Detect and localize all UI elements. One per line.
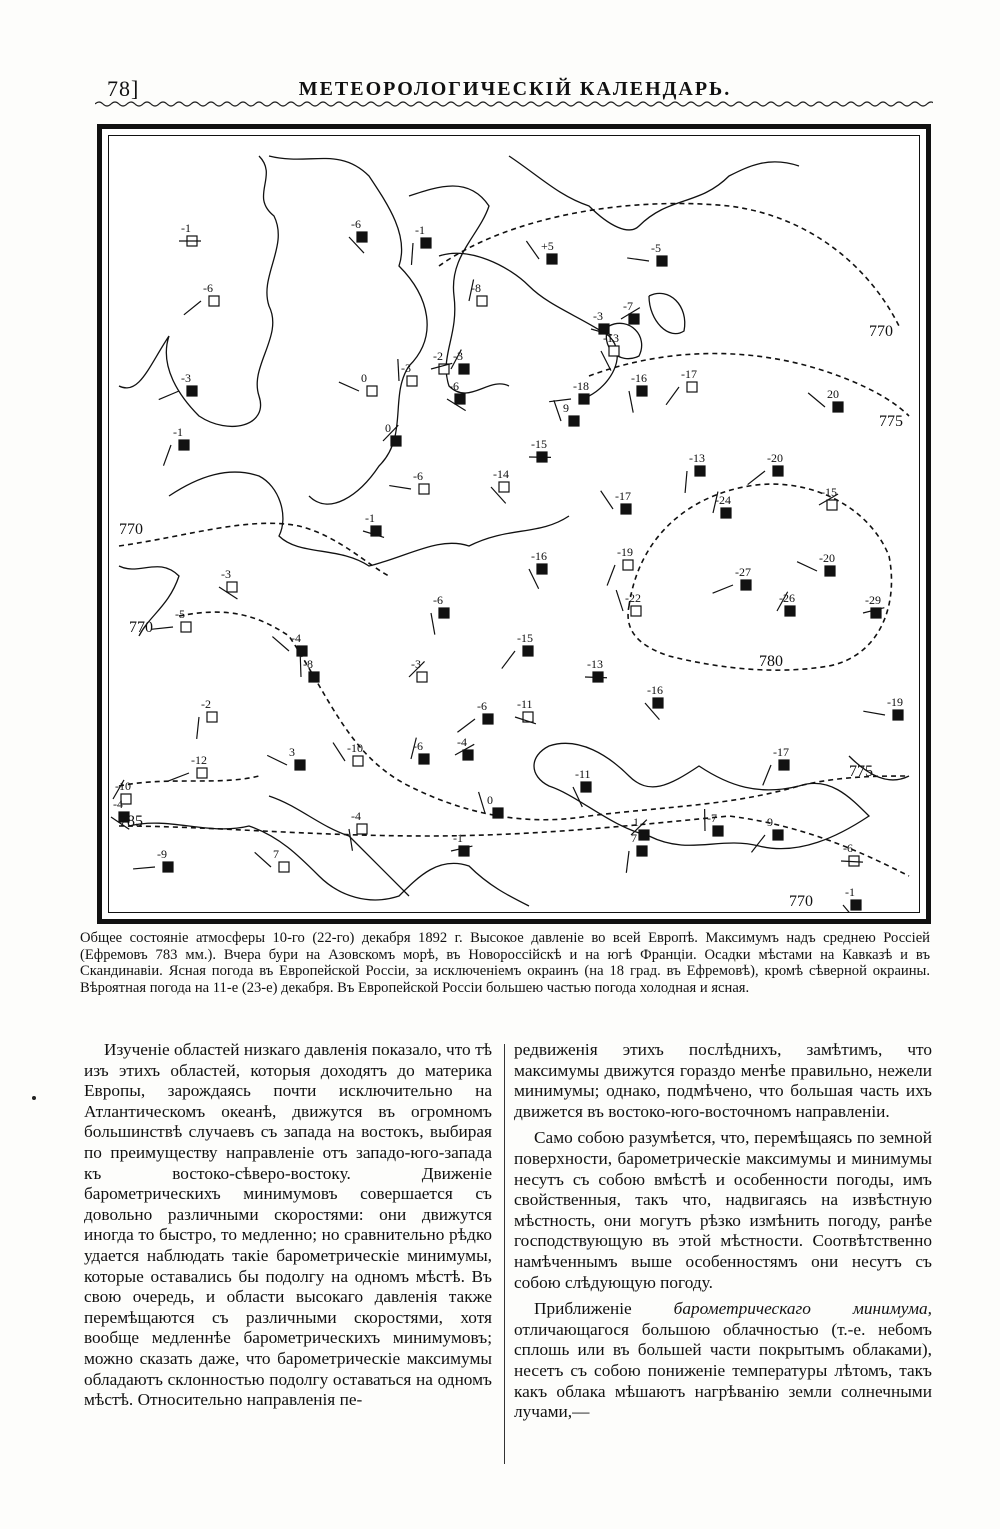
- station-temperature: 9: [563, 401, 569, 415]
- station-square-filled: [523, 646, 533, 656]
- station-temperature: -17: [681, 367, 697, 381]
- station-temperature: -13: [587, 657, 603, 671]
- wind-arrow: [457, 719, 475, 732]
- station-temperature: -26: [779, 591, 795, 605]
- station-square-filled: [579, 394, 589, 404]
- station-square-filled: [639, 830, 649, 840]
- station-square-open: [279, 862, 289, 872]
- station-marker: [411, 223, 431, 265]
- wind-arrow: [479, 792, 485, 813]
- isobar-label-770-w: 770: [119, 521, 143, 538]
- station-temperature: 7: [273, 847, 279, 861]
- station-marker: [616, 590, 641, 616]
- wind-arrow: [808, 393, 825, 407]
- station-marker: [431, 593, 449, 635]
- text-column-right: [514, 1040, 932, 1429]
- station-temperature: -15: [517, 631, 533, 645]
- station-square-open: [207, 712, 217, 722]
- station-marker: [797, 551, 835, 576]
- isobar-label-775-se: 775: [849, 763, 873, 780]
- isobar-label-780: 780: [759, 653, 783, 670]
- isobar-775-se: [119, 776, 259, 786]
- term-barometric-minimum: барометрическаго минимума,: [673, 1299, 932, 1319]
- station-temperature: 7: [631, 831, 637, 845]
- station-square-filled: [455, 394, 465, 404]
- wind-arrow: [159, 391, 179, 400]
- station-temperature: -2: [433, 349, 443, 363]
- station-marker: [601, 489, 631, 514]
- wind-arrow: [626, 851, 629, 873]
- station-marker: [455, 735, 474, 760]
- station-marker: [819, 485, 838, 510]
- isobar-label-785: 785: [119, 813, 143, 830]
- wind-arrow: [267, 755, 287, 765]
- paragraph-weather: Само собою разумѣется, что, перемѣщаясь по земной поверхности, барометрическіе максимумы и минимумы несутъ съ собою вмѣстѣ и особенности погоды, имъ свойственныя, такъ что, надвигаясь на извѣстную мѣстность, они могутъ рѣзко измѣнить погоду, ранѣе господствующую въ этой мѣстности. Соотвѣтственно намѣченнымъ выше особенностямъ они несутъ съ собою слѣдующую погоду.: [514, 1128, 932, 1292]
- station-temperature: -3: [221, 567, 231, 581]
- station-square-filled: [773, 466, 783, 476]
- station-marker: [705, 809, 723, 836]
- station-temperature: -1: [365, 511, 375, 525]
- coastline-scandinavia: [119, 156, 278, 426]
- wind-arrow: [133, 867, 155, 869]
- station-square-open: [181, 622, 191, 632]
- station-square-open: [623, 560, 633, 570]
- station-marker: [713, 565, 751, 593]
- station-marker: [585, 657, 607, 682]
- station-temperature: -3: [411, 657, 421, 671]
- paragraph-lows: Изученіе областей низкаго давленія показало, что тѣ изъ этихъ областей, которыя доходятъ до материка Европы, зарождаясь почти исключительно на Атлантическомъ океанѣ, движутся въ огромномъ большинствѣ случаевъ съ запада на востокъ, выбирая по преимуществу направленіе отъ западо-юго-запада къ востоко-сѣверо-востоку. Движеніе барометрическихъ минимумовъ совершается съ довольно различными скоростями: они движутся иногда то быстро, то медленно; но сравнительно рѣдко удается наблюдать такіе барометрическіе минимумы, которые оставались бы подолгу на одномъ мѣстѣ. Въ свою очередь, и области высокаго давленія также перемѣщаются съ различными скоростями, хотя вообще медленнѣе барометрическихъ минимумовъ; можно сказать даже, что барометрическіе максимумы обладаютъ склонностью подолгу оставаться на одномъ мѣстѣ. Относительно направленія пе-: [84, 1040, 492, 1410]
- wind-arrow: [389, 486, 411, 489]
- station-marker: [197, 697, 217, 739]
- isobar-770-sw: [179, 612, 909, 820]
- station-square-open: [357, 824, 367, 834]
- station-square-filled: [309, 672, 319, 682]
- coastline-scandinavia-east: [269, 156, 427, 504]
- station-temperature: -6: [477, 699, 487, 713]
- station-temperature: -3: [401, 361, 411, 375]
- coastline-lake-2: [649, 293, 685, 333]
- isobar-label-775-ne: 775: [879, 413, 903, 430]
- station-marker: [163, 425, 189, 466]
- station-square-open: [687, 382, 697, 392]
- station-square-open: [227, 582, 237, 592]
- wind-arrow: [797, 562, 817, 571]
- station-marker: [529, 437, 551, 462]
- isobar-780: [628, 484, 891, 670]
- isobar-770-north: [439, 204, 899, 327]
- margin-speck: [32, 1096, 36, 1100]
- station-marker: [777, 591, 795, 616]
- paragraph-minimum: [514, 1299, 932, 1423]
- wind-arrow: [585, 677, 607, 678]
- station-square-open: [367, 386, 377, 396]
- station-temperature: -6: [413, 739, 423, 753]
- station-temperature: -8: [471, 281, 481, 295]
- station-marker: [339, 371, 377, 396]
- station-temperature: -19: [617, 545, 633, 559]
- station-temperature: -8: [303, 657, 313, 671]
- station-marker: [159, 371, 197, 400]
- station-square-filled: [537, 564, 547, 574]
- station-temperature: -19: [887, 695, 903, 709]
- station-square-filled: [419, 754, 429, 764]
- station-marker: [349, 217, 367, 253]
- station-square-open: [827, 500, 837, 510]
- station-temperature: -22: [625, 591, 641, 605]
- station-temperature: 0: [385, 421, 391, 435]
- station-marker: [808, 387, 843, 412]
- station-square-filled: [439, 608, 449, 618]
- station-marker: [529, 549, 547, 589]
- station-square-open: [353, 756, 363, 766]
- station-marker: [451, 831, 472, 856]
- station-marker: [713, 492, 731, 518]
- station-square-filled: [621, 504, 631, 514]
- station-temperature: -17: [773, 745, 789, 759]
- station-temperature: -13: [689, 451, 705, 465]
- station-marker: [841, 841, 863, 866]
- wind-arrow: [163, 445, 171, 466]
- stations-layer: [111, 217, 903, 912]
- station-marker: [573, 767, 591, 807]
- station-temperature: -10: [347, 741, 363, 755]
- wind-arrow: [601, 491, 613, 509]
- station-marker: [763, 745, 789, 785]
- station-marker: [168, 753, 207, 781]
- isobar-770-west: [119, 523, 389, 576]
- station-marker: [411, 738, 429, 764]
- isobar-label-770-sw: 770: [129, 619, 153, 636]
- station-marker: [383, 421, 401, 446]
- station-temperature: -4: [457, 735, 467, 749]
- station-square-open: [419, 484, 429, 494]
- station-temperature: -10: [115, 779, 131, 793]
- wind-arrow: [526, 241, 539, 259]
- page-number: 78]: [107, 76, 140, 101]
- station-square-filled: [391, 436, 401, 446]
- station-temperature: -1: [173, 425, 183, 439]
- station-square-filled: [629, 314, 639, 324]
- station-marker: [398, 359, 417, 386]
- station-temperature: -6: [203, 281, 213, 295]
- station-temperature: -12: [191, 753, 207, 767]
- station-square-filled: [653, 698, 663, 708]
- station-square-filled: [779, 760, 789, 770]
- station-marker: [502, 631, 533, 669]
- station-marker: [751, 815, 783, 852]
- station-square-filled: [179, 440, 189, 450]
- station-temperature: 0: [361, 371, 367, 385]
- text-column-left: [84, 1040, 492, 1417]
- wind-arrow: [713, 585, 733, 593]
- station-marker: [409, 657, 427, 682]
- station-temperature: -5: [651, 241, 661, 255]
- wind-arrow: [197, 717, 199, 739]
- station-marker: [515, 697, 536, 724]
- station-square-filled: [421, 238, 431, 248]
- station-marker: [843, 885, 861, 912]
- wind-arrow: [333, 743, 345, 761]
- station-marker: [491, 467, 509, 503]
- station-temperature: -2: [201, 697, 211, 711]
- weather-map-svg: [109, 136, 919, 912]
- station-temperature: -14: [493, 467, 509, 481]
- station-square-filled: [163, 862, 173, 872]
- station-square-filled: [463, 750, 473, 760]
- station-temperature: +5: [541, 239, 554, 253]
- station-marker: [451, 349, 469, 374]
- station-marker: [151, 607, 191, 632]
- station-temperature: -17: [615, 489, 631, 503]
- map-caption: Общее состояніе атмосферы 10-го (22-го) декабря 1892 г. Высокое давленіе во всей Европѣ. Максимумъ надъ среднею Россіей (Ефремовъ 783 мм.). Вчера бури на Азовскомъ морѣ, въ Новороссійскѣ и на югѣ Франціи. Осадки мѣстами на Кавказѣ и въ Скандинавіи. Ясная погода въ Европейской Россіи, за исключеніемъ окраинъ (на 18 град. въ Ефремовѣ), кромѣ сѣверной окраины. Вѣроятная погода на 11-е (23-е) декабря. Въ Европейской Россіи большею частью погода холодная и ясная.: [80, 930, 930, 996]
- station-square-filled: [569, 416, 579, 426]
- station-temperature: 20: [827, 387, 839, 401]
- station-square-filled: [773, 830, 783, 840]
- station-square-filled: [547, 254, 557, 264]
- station-marker: [389, 469, 429, 494]
- station-marker: [267, 745, 305, 770]
- isobar-label-770-s: 770: [789, 893, 813, 910]
- station-square-filled: [295, 760, 305, 770]
- station-temperature: -1: [845, 885, 855, 899]
- station-marker: [469, 279, 487, 306]
- station-marker: [554, 400, 579, 426]
- station-marker: [666, 367, 697, 405]
- wind-arrow: [184, 301, 201, 315]
- running-title: МЕТЕОРОЛОГИЧЕСКІЙ КАЛЕНДАРЬ.: [298, 78, 732, 100]
- station-square-filled: [657, 256, 667, 266]
- station-marker: [184, 281, 219, 315]
- station-marker: [333, 741, 363, 766]
- station-temperature: -4: [291, 631, 301, 645]
- paragraph-minimum-rest: отличающагося большою облачностью (т.-е. небомъ сплошь или въ большей части покрытымъ облаками), несетъ съ собою пониженіе температуры лѣтомъ, такъ какъ облака мѣшаютъ нагрѣванію земли солнечными лучами,—: [514, 1319, 932, 1422]
- station-temperature: -16: [531, 549, 547, 563]
- station-temperature: -3: [593, 309, 603, 323]
- wind-arrow: [627, 258, 649, 261]
- station-temperature: -11: [575, 767, 591, 781]
- coastline-white-sea: [509, 156, 799, 230]
- station-marker: [431, 349, 452, 374]
- station-temperature: -13: [603, 331, 619, 345]
- station-temperature: 9: [767, 815, 773, 829]
- station-temperature: -20: [767, 451, 783, 465]
- station-temperature: -16: [631, 371, 647, 385]
- station-square-filled: [459, 364, 469, 374]
- coastline-mediterranean: [129, 823, 529, 906]
- station-temperature: -3: [453, 349, 463, 363]
- station-marker: [133, 847, 173, 872]
- station-temperature: 0: [487, 793, 493, 807]
- station-marker: [457, 699, 493, 732]
- station-temperature: -1: [415, 223, 425, 237]
- wind-arrow: [666, 387, 679, 405]
- wind-arrow: [763, 765, 771, 785]
- station-square-open: [197, 768, 207, 778]
- station-marker: [863, 593, 884, 618]
- coastline-black-sea: [534, 743, 869, 848]
- wind-arrow: [300, 655, 301, 677]
- weather-map: [97, 124, 931, 924]
- wind-arrow: [349, 829, 352, 851]
- station-temperature: -16: [647, 683, 663, 697]
- station-temperature: -6: [843, 841, 853, 855]
- station-marker: [607, 545, 633, 586]
- station-square-open: [477, 296, 487, 306]
- station-marker: [300, 655, 319, 682]
- station-marker: [447, 379, 466, 411]
- station-temperature: -11: [517, 697, 533, 711]
- wind-arrow: [554, 400, 561, 421]
- wind-arrow: [685, 471, 687, 493]
- wind-arrow: [629, 391, 633, 413]
- station-temperature: -15: [821, 485, 837, 499]
- station-square-open: [609, 346, 619, 356]
- station-temperature: -15: [531, 437, 547, 451]
- wind-arrow: [255, 852, 271, 867]
- wind-arrow: [431, 613, 435, 635]
- station-temperature: -27: [735, 565, 751, 579]
- station-marker: [272, 631, 307, 656]
- station-marker: [627, 241, 667, 266]
- wind-arrow: [398, 359, 399, 381]
- station-temperature: -3: [181, 371, 191, 385]
- wind-arrow: [339, 382, 359, 391]
- station-square-filled: [581, 782, 591, 792]
- station-square-filled: [187, 386, 197, 396]
- station-temperature: -9: [157, 847, 167, 861]
- station-square-open: [417, 672, 427, 682]
- station-marker: [748, 451, 783, 485]
- station-temperature: -7: [707, 811, 717, 825]
- station-square-filled: [637, 386, 647, 396]
- column-divider: [504, 1044, 505, 1464]
- station-temperature: -7: [623, 299, 633, 313]
- station-square-open: [209, 296, 219, 306]
- station-marker: [363, 511, 384, 537]
- station-square-filled: [493, 808, 503, 818]
- paragraph-minimum-lead: Приближеніе: [534, 1299, 674, 1319]
- wind-arrow: [168, 773, 189, 781]
- station-square-filled: [297, 646, 307, 656]
- station-marker: [549, 379, 589, 404]
- station-marker: [621, 299, 640, 324]
- station-temperature: -20: [819, 551, 835, 565]
- wind-arrow: [751, 835, 765, 852]
- station-square-filled: [833, 402, 843, 412]
- station-square-filled: [893, 710, 903, 720]
- station-temperature: -5: [175, 607, 185, 621]
- isobar-785: [119, 816, 909, 876]
- wind-arrow: [748, 471, 765, 485]
- station-temperature: -24: [715, 493, 731, 507]
- station-marker: [645, 683, 663, 720]
- station-square-open: [499, 482, 509, 492]
- wind-arrow: [502, 651, 515, 669]
- header-wavy-rule: [95, 100, 933, 108]
- coastline-italy: [269, 796, 409, 896]
- station-temperature: 3: [289, 745, 295, 759]
- station-square-filled: [721, 508, 731, 518]
- station-square-filled: [851, 900, 861, 910]
- wind-arrow: [151, 627, 173, 629]
- wind-arrow: [411, 243, 413, 265]
- wind-arrow: [616, 590, 623, 611]
- station-marker: [629, 371, 647, 413]
- station-marker: [526, 239, 557, 264]
- station-temperature: -1: [181, 221, 191, 235]
- paragraph-highs-cont: редвиженія этихъ послѣднихъ, замѣтимъ, что максимумы движутся гораздо менѣе правильно, нежели минимумы; однако, подмѣчено, что большая часть ихъ движется въ востоко-юго-восточномъ направленіи.: [514, 1040, 932, 1121]
- station-square-filled: [357, 232, 367, 242]
- station-temperature: -1: [453, 831, 463, 845]
- station-marker: [179, 221, 201, 246]
- isobar-label-770-ne: 770: [869, 323, 893, 340]
- station-temperature: -6: [433, 593, 443, 607]
- wind-arrow: [863, 711, 885, 715]
- station-temperature: -6: [413, 469, 423, 483]
- station-square-filled: [637, 846, 647, 856]
- station-temperature: -4: [113, 797, 123, 811]
- station-square-open: [407, 376, 417, 386]
- wind-arrow: [841, 861, 863, 862]
- station-temperature: -6: [351, 217, 361, 231]
- wind-arrow: [607, 565, 615, 586]
- station-marker: [863, 695, 903, 720]
- station-square-open: [631, 606, 641, 616]
- station-temperature: -6: [449, 379, 459, 393]
- station-square-filled: [785, 606, 795, 616]
- station-square-filled: [713, 826, 723, 836]
- station-square-filled: [483, 714, 493, 724]
- station-temperature: 1: [633, 815, 639, 829]
- page-header: [95, 72, 935, 102]
- station-marker: [255, 847, 289, 872]
- station-temperature: -4: [351, 809, 361, 823]
- station-square-filled: [741, 580, 751, 590]
- station-marker: [219, 567, 237, 599]
- wind-arrow: [272, 637, 289, 651]
- station-square-filled: [825, 566, 835, 576]
- station-temperature: -18: [573, 379, 589, 393]
- station-marker: [685, 451, 705, 493]
- station-temperature: -29: [865, 593, 881, 607]
- station-square-filled: [695, 466, 705, 476]
